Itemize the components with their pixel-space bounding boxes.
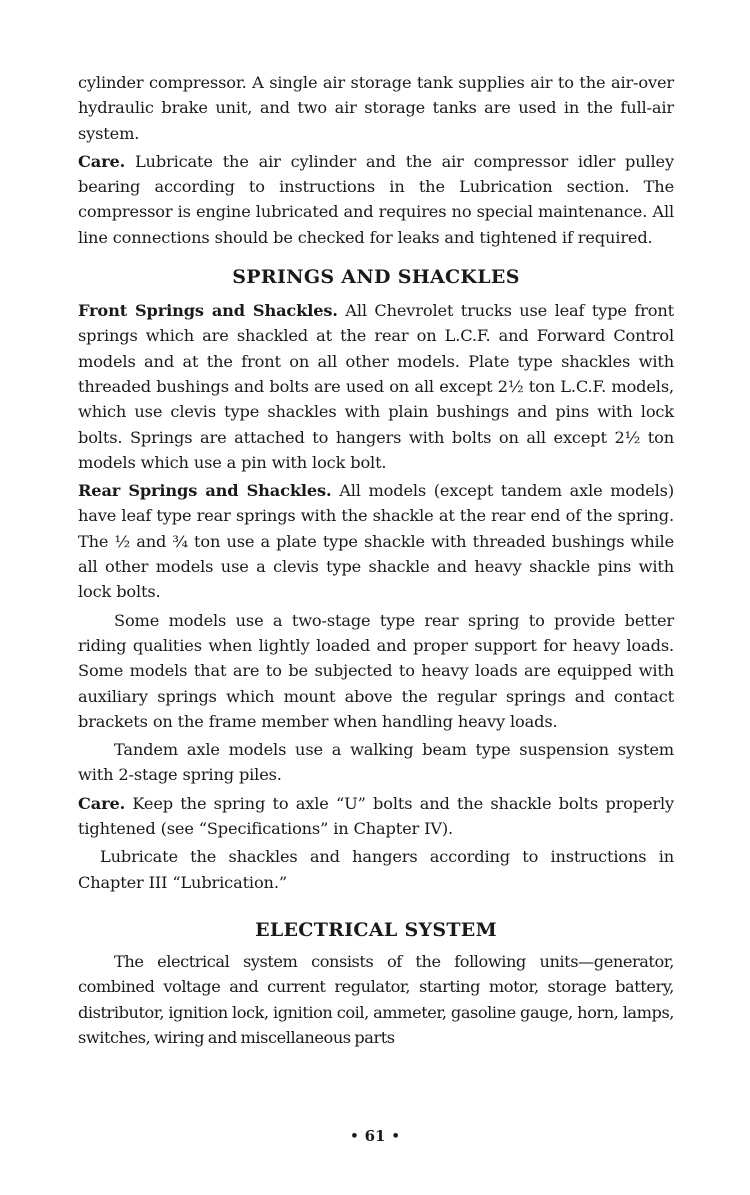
springs-care-paragraph	[78, 791, 674, 842]
page-number-value: 61	[364, 1127, 386, 1145]
section-heading-springs: SPRINGS AND SHACKLES	[232, 266, 520, 289]
page-body	[78, 70, 674, 1053]
care-lead: Care.	[78, 151, 126, 171]
front-springs-paragraph	[78, 298, 674, 475]
springs-care-lead: Care.	[78, 793, 126, 813]
care-text: Lubricate the air cylinder and the air compressor idler pulley bearing according to instructions in the Lubrication section. The compressor is engine lubricated and requires no special maintenance. All line connections should be checked for leaks and tightened if required.	[78, 151, 674, 247]
tandem-axle-paragraph: Tandem axle models use a walking beam type suspension system with 2-stage spring piles.	[78, 740, 674, 785]
springs-care-text: Keep the spring to axle “U” bolts and the shackle bolts properly tightened (see “Specifications” in Chapter IV).	[78, 793, 674, 839]
front-springs-text: All Chevrolet trucks use leaf type front springs which are shackled at the rear on L.C.F. and Forward Control models and at the front on all other models. Plate type shackles with threaded bushings and bolts are used on all except 2½ ton L.C.F. models, which use clevis type shackles with plain bushings and pins with lock bolts. Springs are attached to hangers with bolts on all except 2½ ton models which use a pin with lock bolt.	[78, 301, 674, 472]
compressor-care-paragraph	[78, 149, 674, 250]
lubricate-shackles-paragraph: Lubricate the shackles and hangers according to instructions in Chapter III “Lubrication.”	[78, 847, 674, 892]
intro-paragraph: cylinder compressor. A single air storage tank supplies air to the air-over hydraulic brake unit, and two air storage tanks are used in the full-air system.	[78, 73, 674, 143]
page-number	[0, 1127, 750, 1145]
rear-springs-text: All models (except tandem axle models) have leaf type rear springs with the shackle at the rear end of the spring. The ½ and ¾ ton use a plate type shackle with threaded bushings while all other models use a clevis type shackle and heavy shackle pins with lock bolts.	[78, 481, 674, 602]
bullet-right: •	[391, 1129, 400, 1144]
front-springs-lead: Front Springs and Shackles.	[78, 301, 338, 321]
rear-springs-lead: Rear Springs and Shackles.	[78, 481, 332, 501]
two-stage-spring-paragraph: Some models use a two-stage type rear spring to provide better riding qualities when lightly loaded and proper support for heavy loads. Some models that are to be subjected to heavy loads are equipped with auxiliary springs which mount above the regular springs and contact brackets on the frame member when handling heavy loads.	[78, 610, 674, 731]
electrical-system-paragraph: The electrical system consists of the following units—generator, combined voltage and current regulator, starting motor, storage battery, distributor, ignition lock, ignition coil, ammeter, gasoline gauge, horn, lamps, switches, wiring and miscellaneous parts	[78, 951, 674, 1047]
bullet-left: •	[350, 1129, 359, 1144]
rear-springs-paragraph	[78, 478, 674, 604]
section-heading-electrical: ELECTRICAL SYSTEM	[255, 918, 497, 941]
